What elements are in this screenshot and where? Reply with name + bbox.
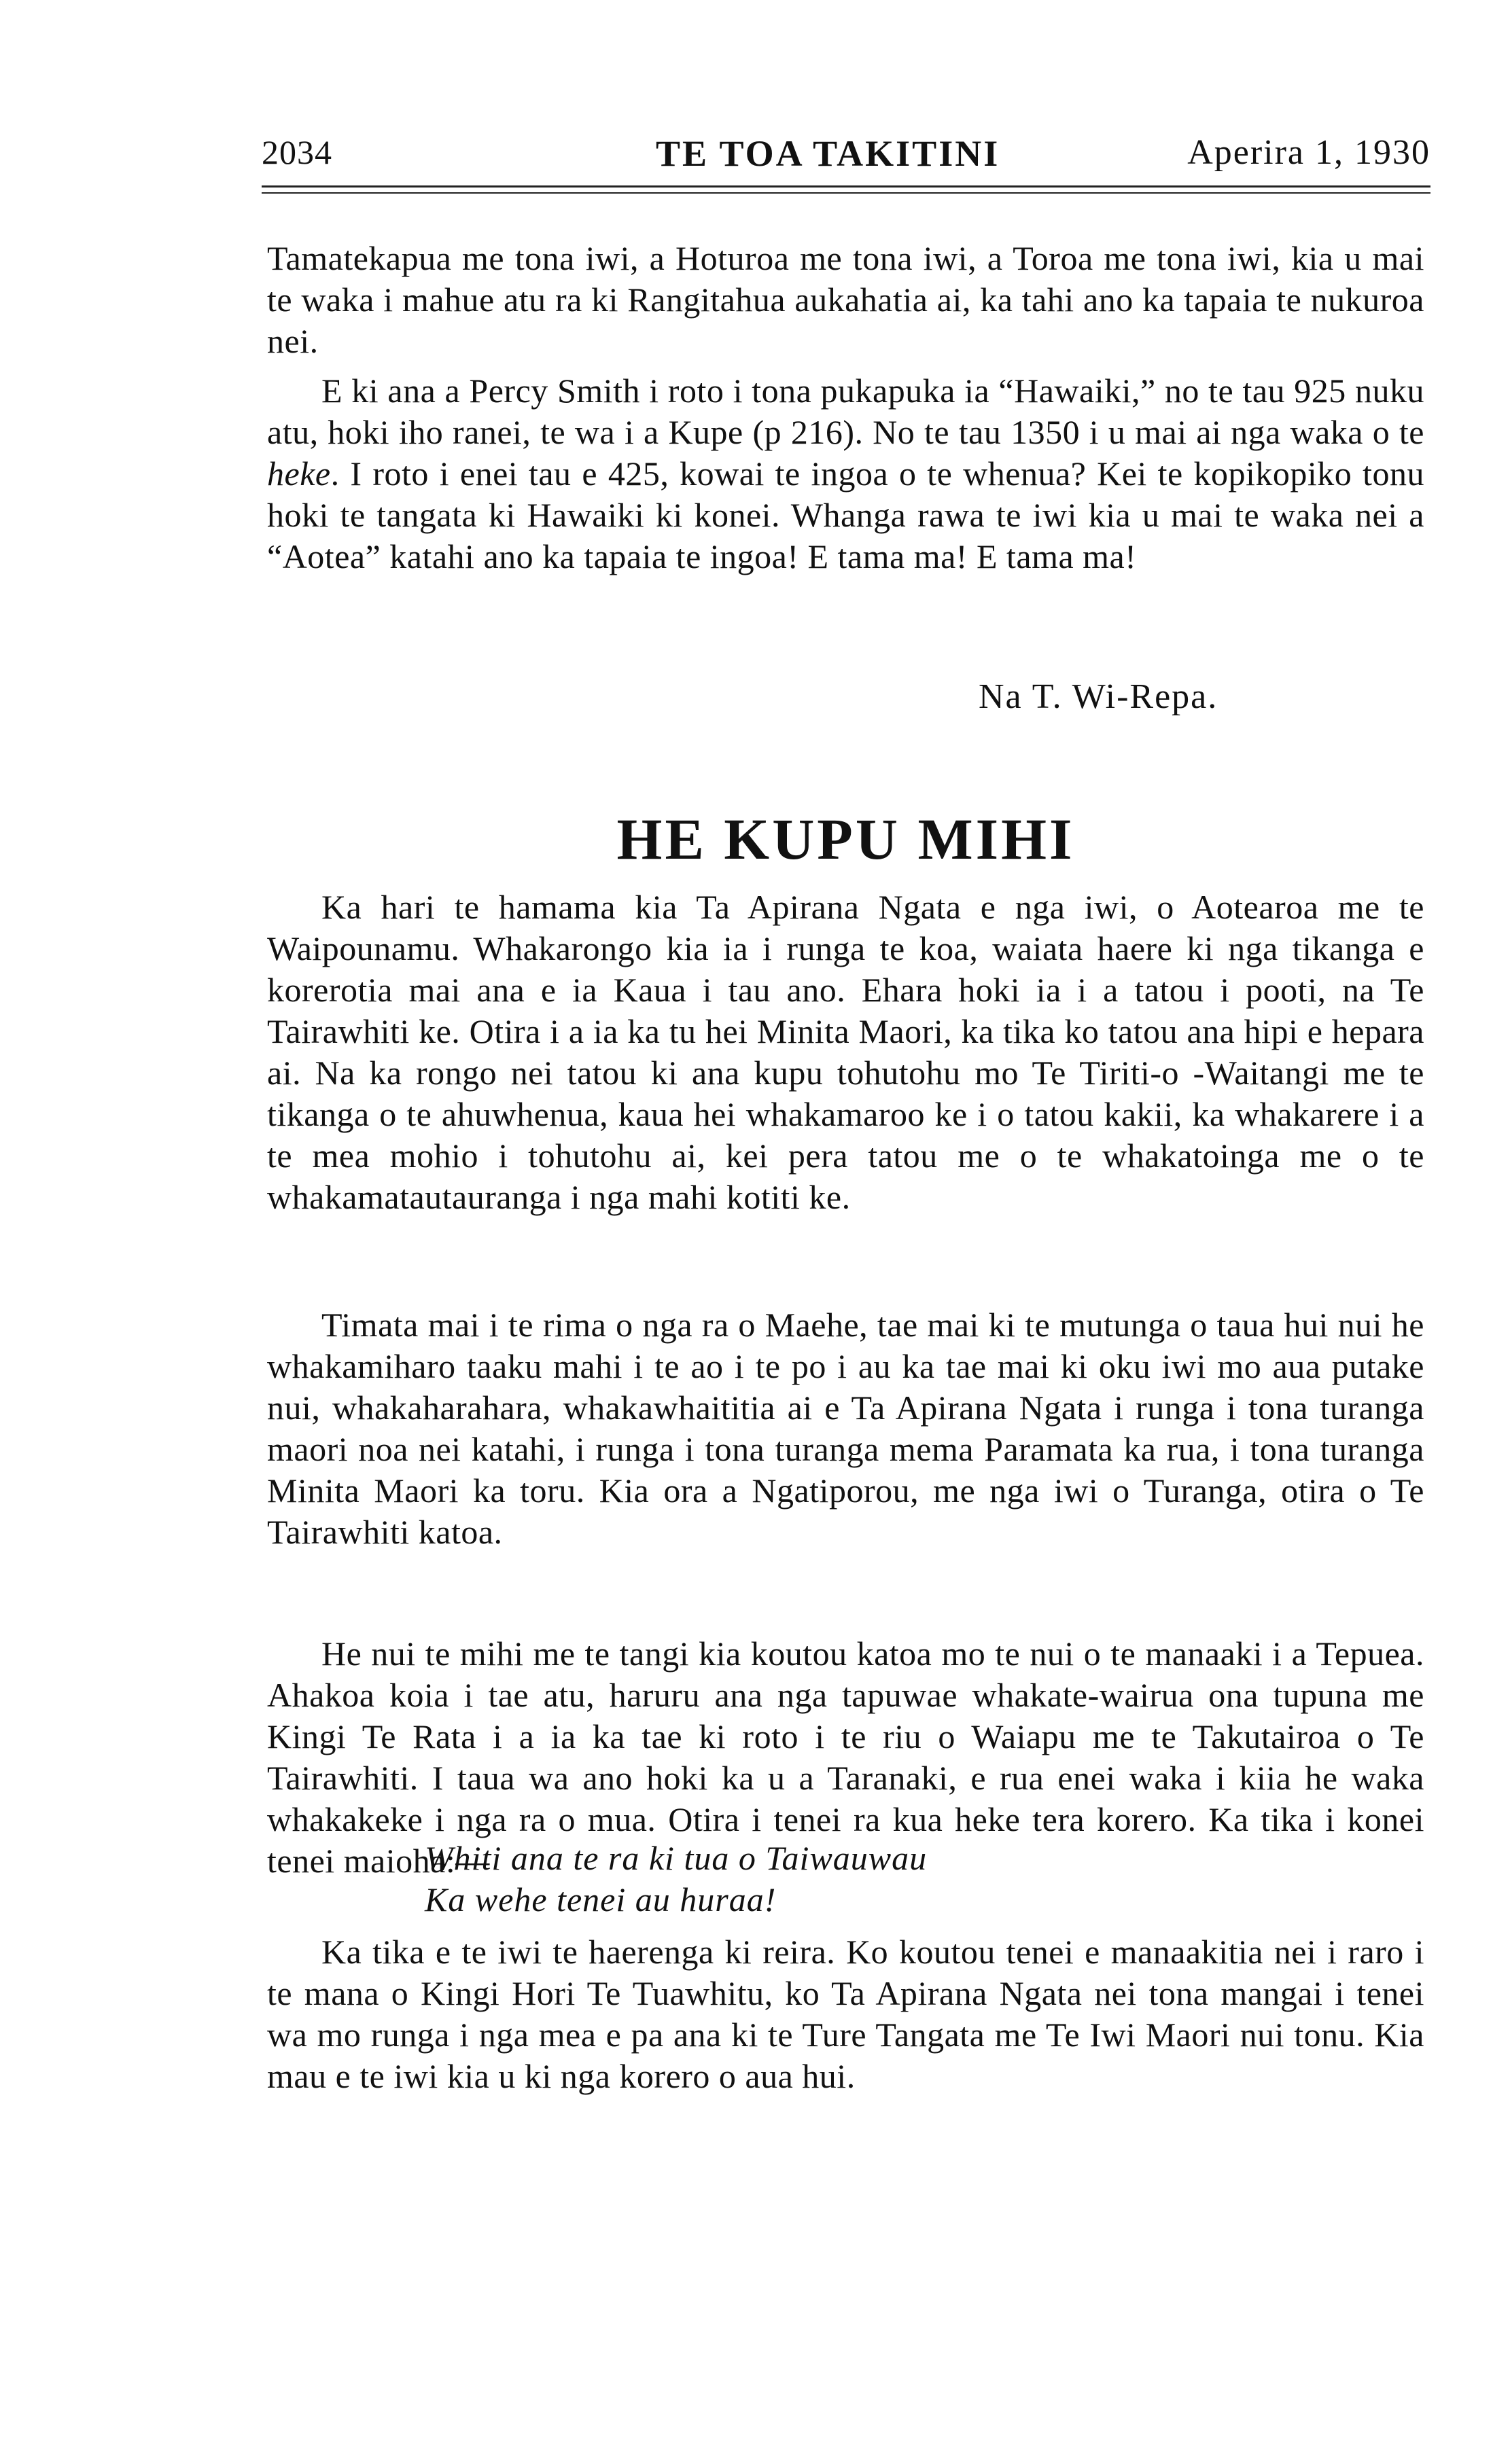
paragraph-text: Timata mai i te rima o nga ra o Maehe, tae mai ki te mutunga o taua hui nui he whakamiharo taaku mahi i te ao i te po i au ka tae mai ki oku iwi mo aua putake nui, whakaharahara, whakawhaititia ai e Ta Apirana Ngata i runga i tona turanga maori noa nei katahi, i runga i tona turanga mema Paramata ka rua, i tona turanga Minita Maori ka toru. Kia ora a Ngatiporou, me nga iwi o Turanga, otira o Te Tairawhiti katoa. <box>267 1306 1424 1551</box>
article2-paragraph-4 <box>267 1931 1424 2097</box>
paragraph-text <box>267 370 1424 577</box>
author-signature: Na T. Wi-Repa. <box>979 677 1218 716</box>
article-heading: HE KUPU MIHI <box>616 806 1075 872</box>
quoted-verse <box>425 1838 927 1921</box>
paragraph-text: He nui te mihi me te tangi kia koutou katoa mo te nui o te manaaki i a Tepuea. Ahakoa koia i tae atu, haruru ana nga tapuwae whakate-wairua ona tupuna me Kingi Te Rata i a ia ka tae ki roto i te riu o Waiapu me te Takutairoa o Te Tairawhiti. I taua wa ano hoki ka u a Taranaki, e rua enei waka i kiia he waka whakakeke i nga ra o mua. Otira i tenei ra kua heke tera korero. Ka tika i konei tenei maioha:— <box>267 1635 1424 1880</box>
publication-title: TE TOA TAKITINI <box>656 133 1000 174</box>
issue-date: Aperira 1, 1930 <box>1187 133 1430 172</box>
paragraph-text: Tamatekapua me tona iwi, a Hoturoa me tona iwi, a Toroa me tona iwi, kia u mai te waka i mahue atu ra ki Rangitahua aukahatia ai, ka tahi ano ka tapaia te nukuroa nei. <box>267 239 1424 360</box>
emphasis-word: heke <box>267 454 331 493</box>
paragraph-text: Ka tika e te iwi te haerenga ki reira. Ko koutou tenei e manaakitia nei i raro i te mana o Kingi Hori Te Tuawhitu, ko Ta Apirana Ngata nei tona mangai i tenei wa mo runga i nga mea e pa ana ki te Ture Tangata me Te Iwi Maori nui tonu. Kia mau e te iwi kia u ki nga korero o aua hui. <box>267 1933 1424 2095</box>
paragraph-text-part: E ki ana a Percy Smith i roto i tona pukapuka ia “Hawaiki,” no te tau 925 nuku atu, hoki iho ranei, te wa i a Kupe (p 216). No te tau 1350 i u mai ai nga waka o te <box>267 372 1424 451</box>
article1-paragraph-2 <box>267 370 1424 577</box>
paragraph-text: Ka hari te hamama kia Ta Apirana Ngata e nga iwi, o Aotearoa me te Waipounamu. Whakarongo kia ia i runga te koa, waiata haere ki nga tikanga e korerotia mai ana e ia Kaua i tau ano. Ehara hoki ia i a tatou i pooti, na Te Tairawhiti ke. Otira i a ia ka tu hei Minita Maori, ka tika ko tatou ana hipi e hepara ai. Na ka rongo nei tatou ki ana kupu tohutohu mo Te Tiriti-o -Waitangi me te tikanga o te ahuwhenua, kaua hei whakamaroo ke i o tatou kakii, ka whakarere i a te mea mohio i tohutohu ai, kei pera tatou me o te whakatoinga me o te whakamatautauranga i nga mahi kotiti ke. <box>267 888 1424 1216</box>
verse-line: Ka wehe tenei au huraa! <box>425 1880 777 1918</box>
page-number: 2034 <box>262 133 332 171</box>
paragraph-text-part: . I roto i enei tau e 425, kowai te ingoa o te whenua? Kei te kopikopiko tonu hoki te tangata ki Hawaiki ki konei. Whanga rawa te iwi kia u mai te waka nei a “Aotea” katahi ano ka tapaia te ingoa! E tama ma! E tama ma! <box>267 454 1424 575</box>
header-rule-top <box>262 185 1430 188</box>
header-rule-bottom <box>262 192 1430 194</box>
article1-paragraph-continued <box>267 238 1424 362</box>
running-header <box>262 132 1430 187</box>
article2-paragraph-1 <box>267 887 1424 1218</box>
verse-line: Whiti ana te ra ki tua o Taiwauwau <box>425 1839 928 1877</box>
article2-paragraph-2 <box>267 1304 1424 1553</box>
